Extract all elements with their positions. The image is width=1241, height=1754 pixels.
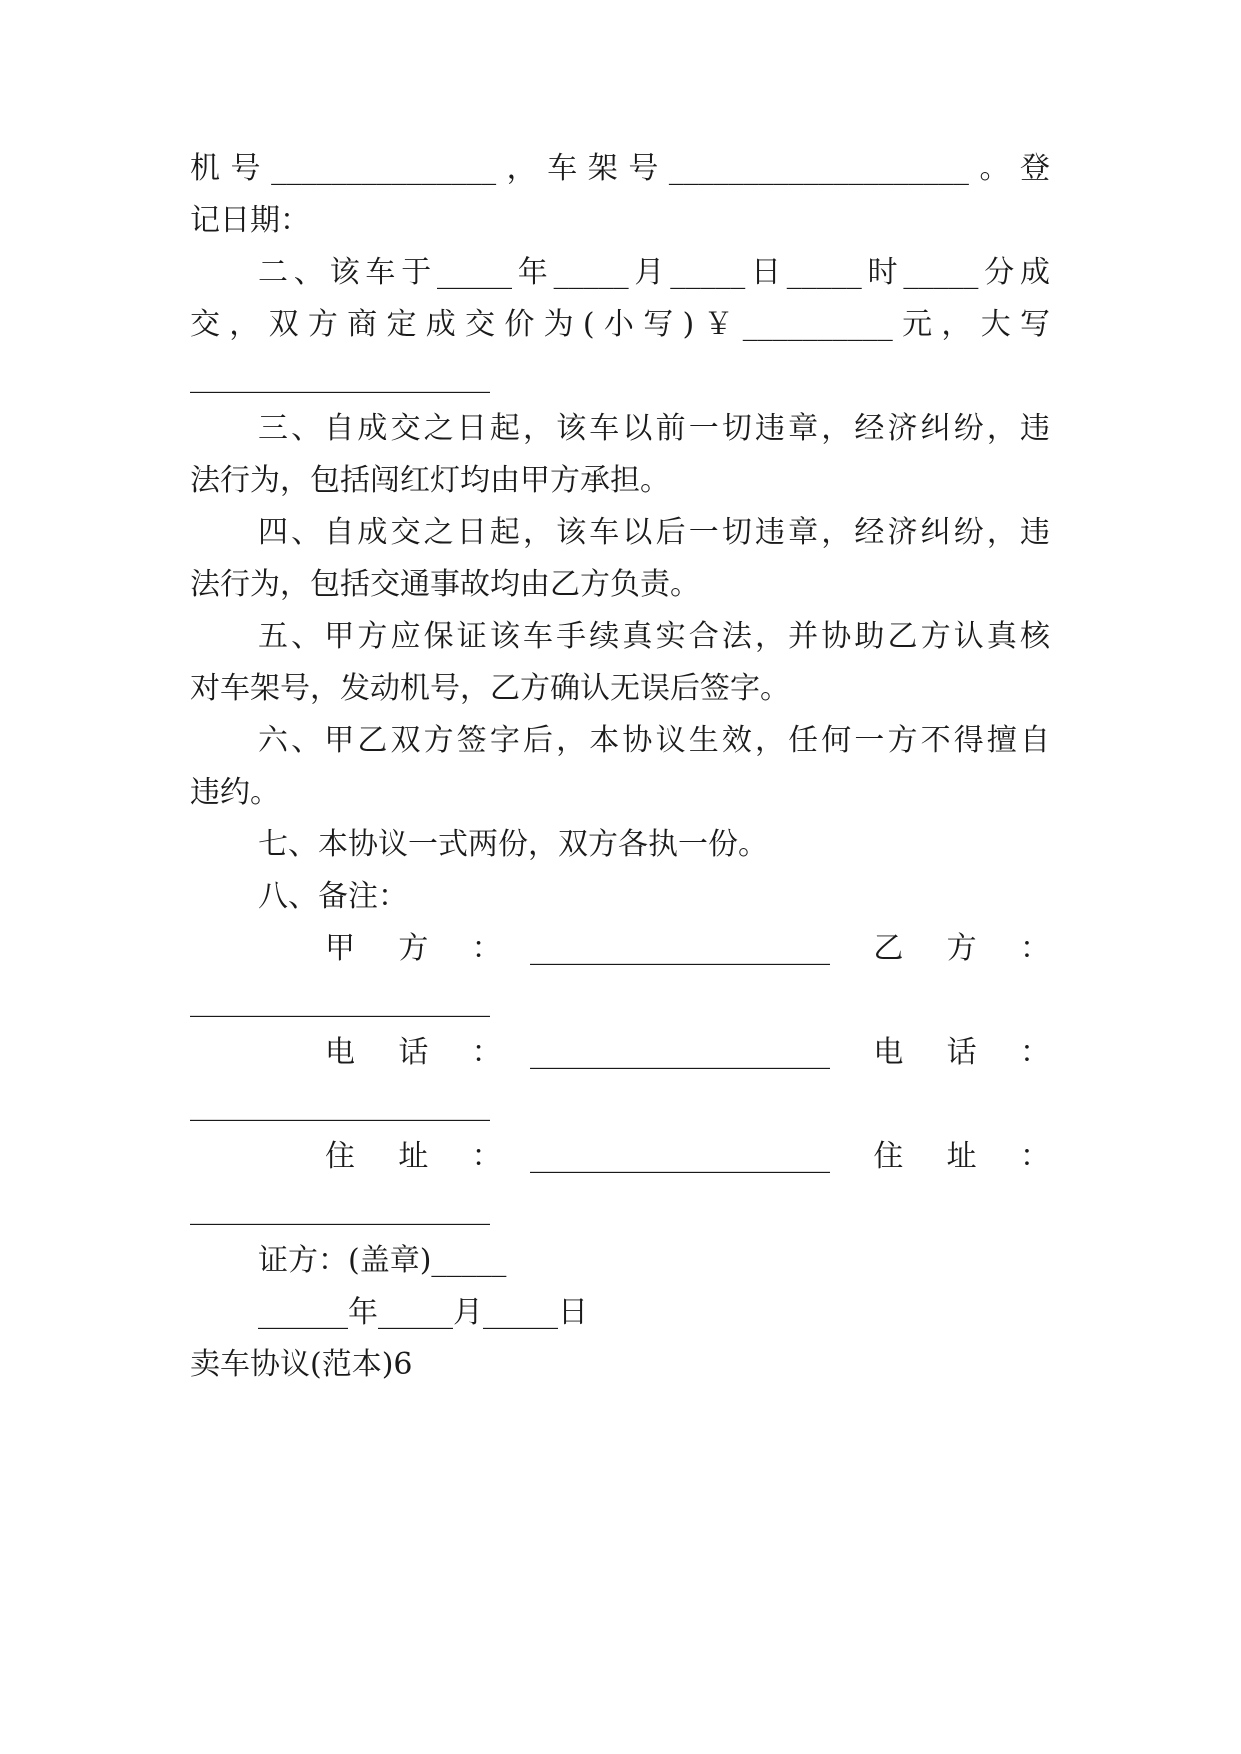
address-b-blank: ____________________ [190, 1191, 490, 1226]
clause-2-line-2: 交，双方商定成交价为(小写)￥__________元，大写 [190, 307, 1050, 342]
text-line-registration-date: 记日期： [190, 203, 310, 238]
witness-seal-line: 证方：(盖章)_____ [258, 1243, 507, 1278]
party-a-b-signature: 甲 方 ： ____________________ 乙 方 ： [325, 931, 1050, 966]
clause-6-line-1: 六、甲乙双方签字后，本协议生效，任何一方不得擅自 [258, 723, 1050, 758]
clause-7: 七、本协议一式两份，双方各执一份。 [258, 827, 768, 862]
text-line-engine-frame-number: 机号_______________，车架号____________________。登 [190, 151, 1050, 186]
clause-6-line-2: 违约。 [190, 775, 280, 810]
date-line: ______年_____月_____日 [258, 1295, 588, 1330]
clause-3-line-2: 法行为，包括闯红灯均由甲方承担。 [190, 463, 670, 498]
clause-3-line-1: 三、自成交之日起，该车以前一切违章，经济纠纷，违 [258, 411, 1050, 446]
clause-5-line-1: 五、甲方应保证该车手续真实合法，并协助乙方认真核 [258, 619, 1050, 654]
clause-8-remarks: 八、备注： [258, 879, 408, 914]
party-b-signature-blank: ____________________ [190, 983, 490, 1018]
phone-line: 电 话 ： ____________________ 电 话 ： [325, 1035, 1050, 1070]
clause-2-line-1: 二、该车于_____年_____月_____日_____时_____分成 [258, 255, 1050, 290]
clause-4-line-1: 四、自成交之日起，该车以后一切违章，经济纠纷，违 [258, 515, 1050, 550]
next-section-title: 卖车协议(范本)6 [190, 1347, 413, 1382]
clause-4-line-2: 法行为，包括交通事故均由乙方负责。 [190, 567, 700, 602]
clause-5-line-2: 对车架号，发动机号，乙方确认无误后签字。 [190, 671, 790, 706]
clause-2-line-3: ____________________ [190, 359, 490, 394]
phone-b-blank: ____________________ [190, 1087, 490, 1122]
address-line: 住 址 ： ____________________ 住 址 ： [325, 1139, 1050, 1174]
